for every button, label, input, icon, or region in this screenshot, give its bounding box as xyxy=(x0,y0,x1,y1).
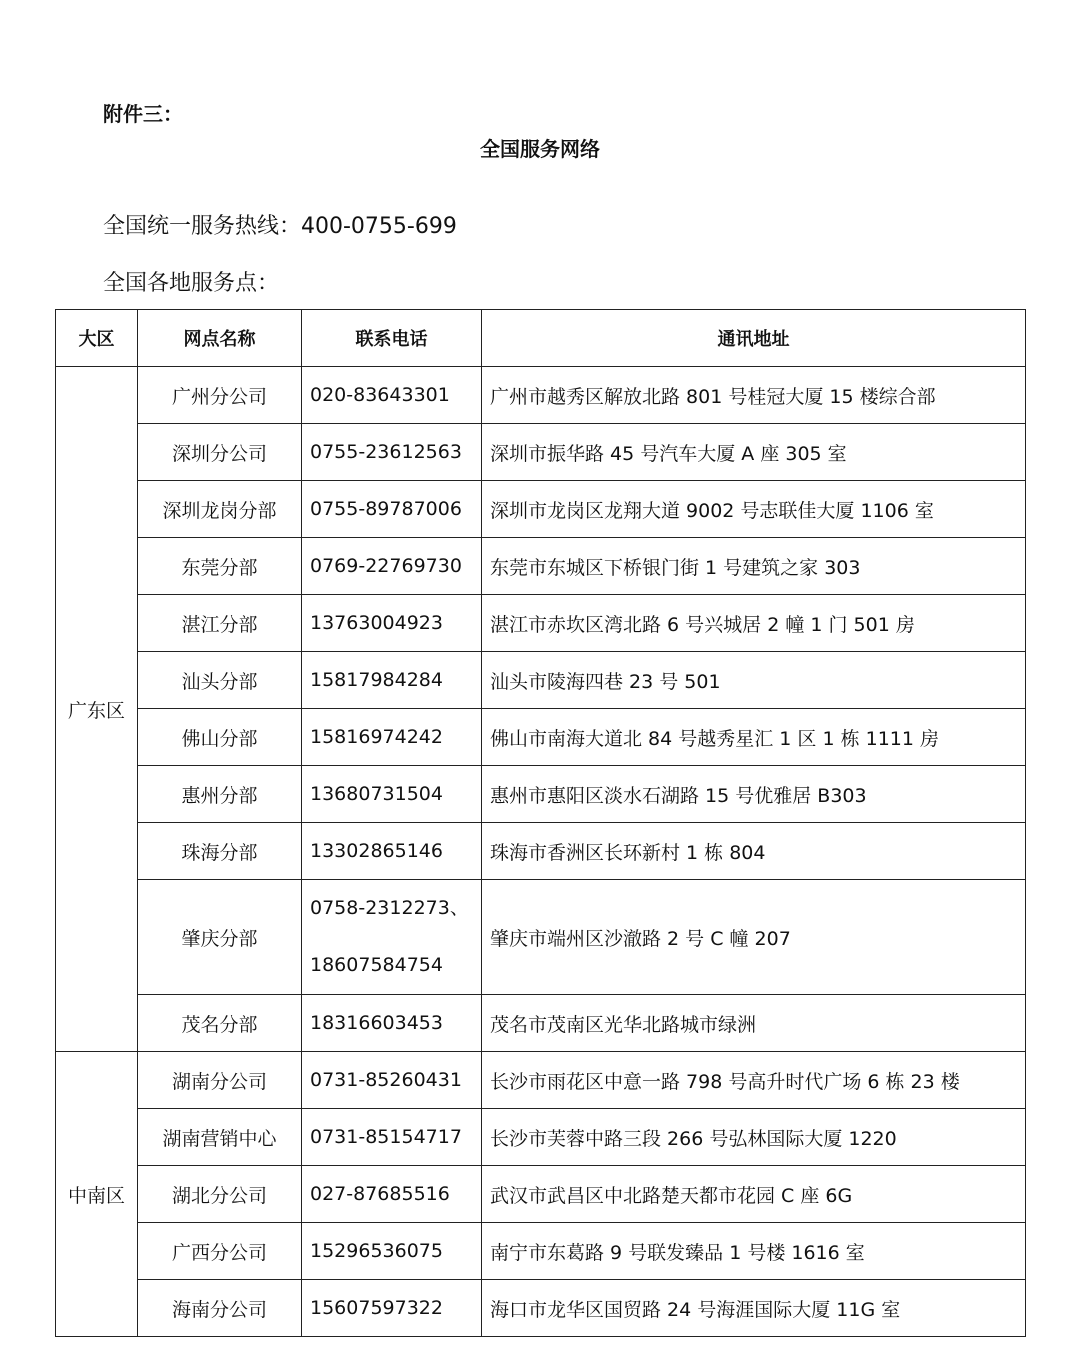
branch-name-cell: 珠海分部 xyxy=(138,823,302,880)
branch-name-cell: 惠州分部 xyxy=(138,766,302,823)
branch-name-cell: 湖北分公司 xyxy=(138,1166,302,1223)
phone-number: 15296536075 xyxy=(310,1240,443,1262)
phone-number: 13763004923 xyxy=(310,612,443,634)
branch-name-cell: 湛江分部 xyxy=(138,595,302,652)
address-cell: 茂名市茂南区光华北路城市绿洲 xyxy=(482,995,1026,1052)
address-cell: 长沙市雨花区中意一路 798 号高升时代广场 6 栋 23 楼 xyxy=(482,1052,1026,1109)
phone-number: 13302865146 xyxy=(310,840,443,862)
branch-name-cell: 广西分公司 xyxy=(138,1223,302,1280)
branch-name-cell: 湖南营销中心 xyxy=(138,1109,302,1166)
address-cell: 惠州市惠阳区淡水石湖路 15 号优雅居 B303 xyxy=(482,766,1026,823)
address-cell: 武汉市武昌区中北路楚天都市花园 C 座 6G xyxy=(482,1166,1026,1223)
phone-cell xyxy=(302,1280,482,1337)
branch-name-cell: 湖南分公司 xyxy=(138,1052,302,1109)
branch-name-cell: 汕头分部 xyxy=(138,652,302,709)
address-cell: 南宁市东葛路 9 号联发臻品 1 号楼 1616 室 xyxy=(482,1223,1026,1280)
header-region: 大区 xyxy=(56,310,138,367)
branch-name-cell: 海南分公司 xyxy=(138,1280,302,1337)
address-cell: 湛江市赤坎区湾北路 6 号兴城居 2 幢 1 门 501 房 xyxy=(482,595,1026,652)
phone-cell xyxy=(302,367,482,424)
table-header-row xyxy=(56,310,1026,367)
phone-cell xyxy=(302,538,482,595)
phone-number: 15816974242 xyxy=(310,726,443,748)
table-row xyxy=(56,1166,1026,1223)
phone-number: 18607584754 xyxy=(310,954,443,976)
phone-cell xyxy=(302,481,482,538)
table-row xyxy=(56,652,1026,709)
header-phone: 联系电话 xyxy=(302,310,482,367)
service-points-label: 全国各地服务点： xyxy=(103,271,280,296)
phone-cell xyxy=(302,766,482,823)
phone-cell xyxy=(302,1223,482,1280)
phone-number: 18316603453 xyxy=(310,1012,443,1034)
table-row xyxy=(56,823,1026,880)
branch-name-cell: 东莞分部 xyxy=(138,538,302,595)
phone-cell xyxy=(302,1166,482,1223)
header-name: 网点名称 xyxy=(138,310,302,367)
phone-cell xyxy=(302,880,482,995)
table-body xyxy=(56,367,1026,1337)
attachment-label: 附件三： xyxy=(103,102,183,126)
phone-number: 0731-85154717 xyxy=(310,1126,462,1148)
branch-name-cell: 广州分公司 xyxy=(138,367,302,424)
table-row xyxy=(56,595,1026,652)
phone-number: 15817984284 xyxy=(310,669,443,691)
address-cell: 肇庆市端州区沙澈路 2 号 C 幢 207 xyxy=(482,880,1026,995)
address-cell: 珠海市香洲区长环新村 1 栋 804 xyxy=(482,823,1026,880)
address-cell: 佛山市南海大道北 84 号越秀星汇 1 区 1 栋 1111 房 xyxy=(482,709,1026,766)
table-row xyxy=(56,1223,1026,1280)
phone-cell xyxy=(302,709,482,766)
service-network-table xyxy=(55,309,1026,1337)
phone-number: 0731-85260431 xyxy=(310,1069,462,1091)
address-cell: 长沙市芙蓉中路三段 266 号弘林国际大厦 1220 xyxy=(482,1109,1026,1166)
table-row xyxy=(56,481,1026,538)
table-row xyxy=(56,709,1026,766)
phone-number: 0758-2312273、 xyxy=(310,897,469,919)
address-cell: 海口市龙华区国贸路 24 号海涯国际大厦 11G 室 xyxy=(482,1280,1026,1337)
page-title: 全国服务网络 xyxy=(480,137,600,161)
phone-number: 0769-22769730 xyxy=(310,555,462,577)
branch-name-cell: 茂名分部 xyxy=(138,995,302,1052)
table-row xyxy=(56,995,1026,1052)
phone-cell xyxy=(302,1052,482,1109)
address-cell: 深圳市龙岗区龙翔大道 9002 号志联佳大厦 1106 室 xyxy=(482,481,1026,538)
table-row xyxy=(56,538,1026,595)
address-cell: 广州市越秀区解放北路 801 号桂冠大厦 15 楼综合部 xyxy=(482,367,1026,424)
header-address: 通讯地址 xyxy=(482,310,1026,367)
phone-cell xyxy=(302,1109,482,1166)
phone-number: 13680731504 xyxy=(310,783,443,805)
branch-name-cell: 深圳龙岗分部 xyxy=(138,481,302,538)
branch-name-cell: 肇庆分部 xyxy=(138,880,302,995)
hotline-text: 全国统一服务热线：400-0755-699 xyxy=(103,214,457,239)
phone-cell xyxy=(302,652,482,709)
table-row xyxy=(56,1280,1026,1337)
phone-number: 020-83643301 xyxy=(310,384,450,406)
branch-name-cell: 佛山分部 xyxy=(138,709,302,766)
table-row xyxy=(56,367,1026,424)
table-row xyxy=(56,1109,1026,1166)
table-row xyxy=(56,1052,1026,1109)
phone-cell xyxy=(302,595,482,652)
table-row xyxy=(56,880,1026,995)
phone-cell xyxy=(302,995,482,1052)
region-cell: 中南区 xyxy=(56,1052,138,1337)
phone-cell xyxy=(302,424,482,481)
region-cell: 广东区 xyxy=(56,367,138,1052)
table-row xyxy=(56,766,1026,823)
phone-number: 027-87685516 xyxy=(310,1183,450,1205)
address-cell: 汕头市陵海四巷 23 号 501 xyxy=(482,652,1026,709)
address-cell: 深圳市振华路 45 号汽车大厦 A 座 305 室 xyxy=(482,424,1026,481)
phone-number: 0755-89787006 xyxy=(310,498,462,520)
branch-name-cell: 深圳分公司 xyxy=(138,424,302,481)
phone-number: 0755-23612563 xyxy=(310,441,462,463)
phone-cell xyxy=(302,823,482,880)
phone-number: 15607597322 xyxy=(310,1297,443,1319)
table-row xyxy=(56,424,1026,481)
address-cell: 东莞市东城区下桥银门街 1 号建筑之家 303 xyxy=(482,538,1026,595)
